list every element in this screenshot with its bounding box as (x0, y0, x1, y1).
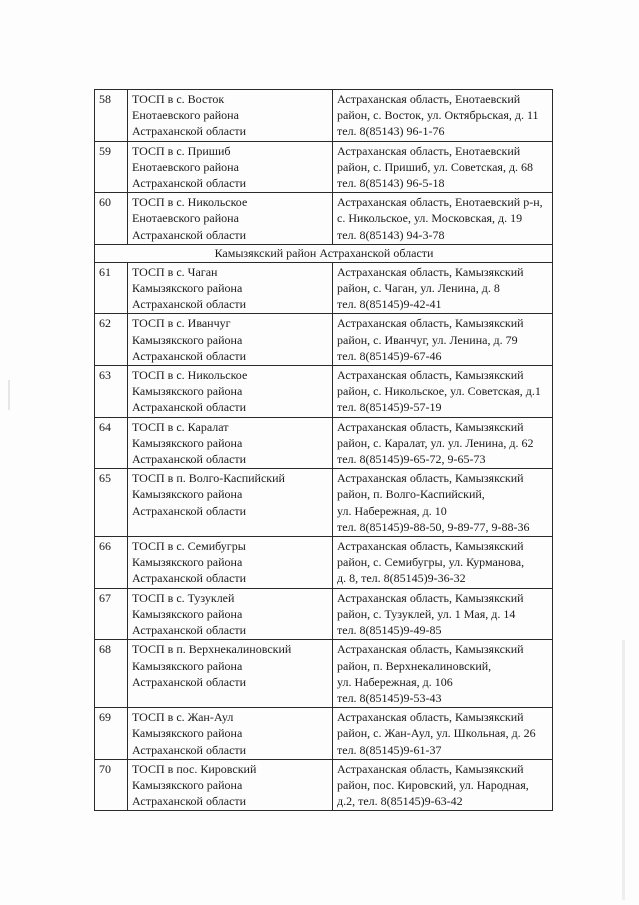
table-row (95, 262, 553, 314)
section-row (95, 244, 553, 262)
row-number: 67 (95, 588, 128, 640)
office-address-line: тел. 8(85143) 96-5-18 (337, 176, 445, 191)
office-name-line: ТОСП в п. Волго-Каспийский (132, 471, 285, 486)
office-address-line: тел. 8(85145)9-61-37 (337, 742, 442, 757)
office-address-line: тел. 8(85145)9-42-41 (337, 297, 442, 312)
office-address-line: район, с. Иванчуг, ул. Ленина, д. 79 (337, 332, 518, 347)
office-address-cell (333, 366, 553, 418)
office-name-cell (128, 262, 333, 314)
office-name-line: Астраханской области (132, 297, 247, 312)
office-name-line: Камызякского района (132, 332, 243, 347)
table-row (95, 417, 553, 469)
office-address-cell (333, 640, 553, 708)
office-address-line: Астраханская область, Камызякский (337, 316, 524, 331)
office-name-cell (128, 314, 333, 366)
office-address-line: Астраханская область, Камызякский (337, 539, 524, 554)
office-address-line: Астраханская область, Камызякский (337, 761, 524, 776)
table-row (95, 469, 553, 537)
row-number: 59 (95, 141, 128, 193)
section-heading: Камызякский район Астраханской области (95, 244, 553, 262)
office-name-cell (128, 588, 333, 640)
row-number: 60 (95, 193, 128, 245)
office-address-line: Астраханская область, Енотаевский (337, 92, 521, 106)
row-number: 68 (95, 640, 128, 708)
row-number: 70 (95, 759, 128, 811)
table-row (95, 366, 553, 418)
scan-edge-mark (622, 640, 625, 900)
table-row (95, 708, 553, 760)
office-address-cell (333, 417, 553, 469)
row-number: 64 (95, 417, 128, 469)
scan-edge-mark (8, 380, 10, 410)
office-name-line: Астраханской области (132, 400, 247, 415)
office-address-line: Астраханская область, Камызякский (337, 368, 524, 383)
office-address-cell (333, 90, 553, 142)
table-row (95, 314, 553, 366)
office-name-line: Астраханской области (132, 227, 247, 242)
office-address-cell (333, 708, 553, 760)
office-address-cell (333, 588, 553, 640)
office-address-line: район, с. Пришиб, ул. Советская, д. 68 (337, 159, 534, 174)
office-name-line: Камызякского района (132, 384, 243, 399)
office-address-line: с. Никольское, ул. Московская, д. 19 (337, 211, 523, 226)
office-address-line: д.2, тел. 8(85145)9-63-42 (337, 794, 463, 809)
office-name-line: ТОСП в с. Тузуклей (132, 590, 235, 605)
office-address-line: тел. 8(85145)9-57-19 (337, 400, 442, 415)
office-name-cell (128, 193, 333, 245)
office-name-line: Камызякского района (132, 487, 243, 502)
row-number: 62 (95, 314, 128, 366)
office-name-line: ТОСП в с. Восток (132, 92, 225, 106)
table-row (95, 193, 553, 245)
office-name-cell (128, 366, 333, 418)
office-name-line: ТОСП в с. Семибугры (132, 539, 246, 554)
office-name-cell (128, 141, 333, 193)
office-name-line: ТОСП в с. Жан-Аул (132, 710, 234, 725)
office-address-line: район, с. Тузуклей, ул. 1 Мая, д. 14 (337, 606, 516, 621)
office-address-cell (333, 759, 553, 811)
office-address-line: тел. 8(85145)9-67-46 (337, 348, 442, 363)
office-address-line: тел. 8(85145)9-65-72, 9-65-73 (337, 452, 486, 467)
office-address-line: район, п. Волго-Каспийский, (337, 487, 485, 502)
office-address-line: район, с. Каралат, ул. ул. Ленина, д. 62 (337, 435, 534, 450)
office-address-line: ул. Набережная, д. 106 (337, 674, 453, 689)
office-address-line: район, с. Чаган, ул. Ленина, д. 8 (337, 281, 500, 296)
office-name-line: Астраханской области (132, 452, 247, 467)
office-address-line: район, с. Никольское, ул. Советская, д.1 (337, 384, 541, 399)
office-address-line: Астраханская область, Енотаевский р-н, (337, 195, 543, 210)
office-address-line: район, п. Верхнекалиновский, (337, 658, 492, 673)
office-name-line: ТОСП в с. Никольское (132, 368, 248, 383)
offices-table (94, 89, 553, 811)
office-name-line: ТОСП в с. Пришиб (132, 143, 231, 158)
office-name-line: Камызякского района (132, 435, 243, 450)
row-number: 58 (95, 90, 128, 142)
office-name-line: Енотаевского района (132, 159, 239, 174)
office-name-line: Камызякского района (132, 658, 243, 673)
office-address-cell (333, 262, 553, 314)
office-address-line: тел. 8(85145)9-88-50, 9-89-77, 9-88-36 (337, 519, 530, 534)
table-row (95, 588, 553, 640)
office-name-line: Астраханской области (132, 794, 247, 809)
table-row (95, 90, 553, 142)
office-address-line: Астраханская область, Камызякский (337, 471, 524, 486)
office-address-line: район, пос. Кировский, ул. Народная, (337, 777, 529, 792)
office-name-line: Енотаевского района (132, 211, 239, 226)
row-number: 61 (95, 262, 128, 314)
office-address-line: тел. 8(85143) 94-3-78 (337, 227, 445, 242)
office-name-line: Астраханской области (132, 124, 247, 139)
office-name-line: Астраханской области (132, 176, 247, 191)
office-address-line: Астраханская область, Камызякский (337, 264, 524, 279)
office-address-line: район, с. Семибугры, ул. Курманова, (337, 555, 525, 570)
office-name-cell (128, 537, 333, 589)
office-address-line: тел. 8(85145)9-49-85 (337, 623, 442, 638)
row-number: 63 (95, 366, 128, 418)
office-name-line: ТОСП в с. Каралат (132, 419, 229, 434)
office-address-line: Астраханская область, Камызякский (337, 642, 524, 657)
office-name-cell (128, 417, 333, 469)
office-name-line: ТОСП в с. Чаган (132, 264, 218, 279)
office-name-line: ТОСП в с. Иванчуг (132, 316, 231, 331)
office-name-line: Астраханской области (132, 742, 247, 757)
office-name-line: Астраханской области (132, 571, 247, 586)
office-address-line: Астраханская область, Камызякский (337, 419, 524, 434)
office-name-line: Камызякского района (132, 606, 243, 621)
office-name-line: Камызякского района (132, 777, 243, 792)
office-address-line: район, с. Восток, ул. Октябрьская, д. 11 (337, 108, 539, 123)
office-name-cell (128, 759, 333, 811)
office-address-line: Астраханская область, Камызякский (337, 710, 524, 725)
table-row (95, 537, 553, 589)
office-name-cell (128, 708, 333, 760)
table-row (95, 640, 553, 708)
office-address-line: район, с. Жан-Аул, ул. Школьная, д. 26 (337, 726, 536, 741)
office-address-cell (333, 537, 553, 589)
office-address-cell (333, 469, 553, 537)
office-address-cell (333, 141, 553, 193)
office-name-cell (128, 90, 333, 142)
office-name-line: Астраханской области (132, 503, 247, 518)
office-name-line: Енотаевского района (132, 108, 239, 123)
row-number: 69 (95, 708, 128, 760)
row-number: 66 (95, 537, 128, 589)
office-address-line: Астраханская область, Камызякский (337, 590, 524, 605)
office-address-line: ул. Набережная, д. 10 (337, 503, 447, 518)
table-row (95, 759, 553, 811)
office-address-line: Астраханская область, Енотаевский (337, 143, 521, 158)
office-name-line: ТОСП в пос. Кировский (132, 761, 257, 776)
office-name-cell (128, 469, 333, 537)
office-name-line: ТОСП в с. Никольское (132, 195, 248, 210)
table-row (95, 141, 553, 193)
office-address-cell (333, 314, 553, 366)
office-address-line: д. 8, тел. 8(85145)9-36-32 (337, 571, 466, 586)
row-number: 65 (95, 469, 128, 537)
office-name-line: Камызякского района (132, 281, 243, 296)
office-address-line: тел. 8(85143) 96-1-76 (337, 124, 445, 139)
office-name-line: Астраханской области (132, 623, 247, 638)
office-name-line: ТОСП в п. Верхнекалиновский (132, 642, 292, 657)
office-name-line: Камызякского района (132, 555, 243, 570)
office-address-cell (333, 193, 553, 245)
office-name-line: Астраханской области (132, 348, 247, 363)
office-name-line: Камызякского района (132, 726, 243, 741)
office-address-line: тел. 8(85145)9-53-43 (337, 690, 442, 705)
office-name-cell (128, 640, 333, 708)
office-name-line: Астраханской области (132, 674, 247, 689)
